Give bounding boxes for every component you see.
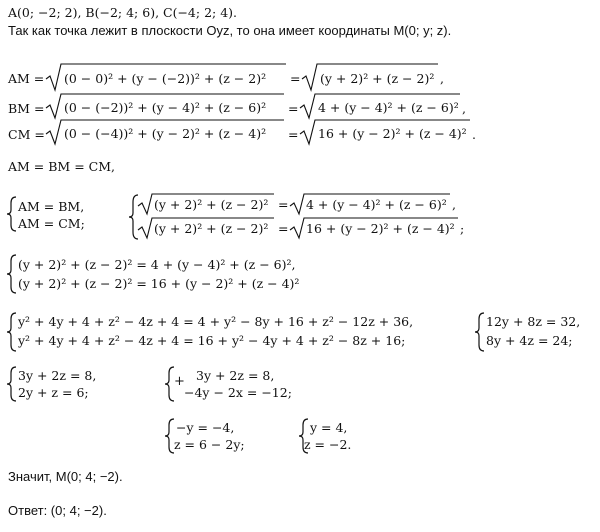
system-6-row-2: 2y + z = 6; <box>18 385 89 400</box>
cm-lhs: CM = <box>8 127 45 142</box>
am-sqrt-2 <box>302 62 438 92</box>
brace-icon <box>6 366 18 402</box>
answer-line: Ответ: (0; 4; −2). <box>8 503 107 518</box>
sys2-row2-eq: = <box>278 221 289 236</box>
conclusion-line: Значит, M(0; 4; −2). <box>8 469 123 484</box>
bm-sqrt-1 <box>46 92 284 120</box>
system-1-row-2: AM = CM; <box>18 216 85 231</box>
brace-icon <box>474 312 486 352</box>
am-equals: = <box>290 71 301 86</box>
bm-sqrt-2 <box>300 92 460 120</box>
am-radicand-1: (0 − 0)² + (y − (−2))² + (z − 2)² <box>64 71 267 86</box>
sys2-row1-sqrt-right <box>290 192 450 216</box>
bm-end: , <box>462 101 466 116</box>
system-3-row-1: (y + 2)² + (z − 2)² = 4 + (y − 4)² + (z − 6)², <box>18 257 296 272</box>
system-3-row-2: (y + 2)² + (z − 2)² = 16 + (y − 2)² + (z − 4)² <box>18 276 300 291</box>
sys2-row2-end: ; <box>460 221 465 236</box>
bm-radicand-1: (0 − (−2))² + (y − 4)² + (z − 6)² <box>64 100 267 115</box>
am-sqrt-1 <box>46 62 286 92</box>
cm-radicand-2: 16 + (y − 2)² + (z − 4)² <box>318 126 467 141</box>
bm-radicand-2: 4 + (y − 4)² + (z − 6)² <box>318 100 459 115</box>
am-lhs: AM = <box>8 71 45 86</box>
sys2-row2-left: (y + 2)² + (z − 2)² <box>154 221 269 236</box>
cm-end: . <box>472 127 476 142</box>
system-1-row-1: AM = BM, <box>18 199 85 214</box>
brace-icon <box>6 196 18 232</box>
am-radicand-2: (y + 2)² + (z − 2)² <box>320 71 435 86</box>
cm-equals: = <box>288 127 299 142</box>
points-line: A(0; −2; 2), B(−2; 4; 6), C(−4; 2; 4). <box>8 5 238 20</box>
bm-lhs: BM = <box>8 101 45 116</box>
system-5-row-1: 12y + 8z = 32, <box>486 314 581 329</box>
system-9-row-1: y = 4, <box>310 420 348 435</box>
system-5-row-2: 8y + 4z = 24; <box>486 333 573 348</box>
cm-sqrt-2 <box>300 118 470 146</box>
sys2-row1-end: , <box>452 197 456 212</box>
sys2-row1-right: 4 + (y − 4)² + (z − 6)² <box>306 197 447 212</box>
system-7-row-2: −4y − 2x = −12; <box>184 385 292 400</box>
sys2-row2-sqrt-right <box>290 216 458 240</box>
sys2-row2-sqrt-left <box>138 216 274 240</box>
cm-sqrt-1 <box>46 118 284 146</box>
system-7-row-1: 3y + 2z = 8, <box>196 368 275 383</box>
sys2-row1-sqrt-left <box>138 192 274 216</box>
system-9-row-2: z = −2. <box>304 437 352 452</box>
sys2-row1-left: (y + 2)² + (z − 2)² <box>154 197 269 212</box>
bm-equals: = <box>288 101 299 116</box>
cm-radicand-1: (0 − (−4))² + (y − 2)² + (z − 4)² <box>64 126 267 141</box>
brace-icon <box>6 312 18 352</box>
am-end: , <box>440 71 444 86</box>
system-6-row-1: 3y + 2z = 8, <box>18 368 97 383</box>
system-8-row-2: z = 6 − 2y; <box>174 437 245 452</box>
system-4-row-2: y² + 4y + 4 + z² − 4z + 4 = 16 + y² − 4y + 4 + z² − 8z + 16; <box>18 333 406 348</box>
brace-icon <box>6 254 18 294</box>
equality-line: AM = BM = CM, <box>8 159 115 174</box>
statement-line: Так как точка лежит в плоскости Oyz, то она имеет координаты M(0; y; z). <box>8 23 452 38</box>
plus-sign: + <box>174 374 185 389</box>
system-4-row-1: y² + 4y + 4 + z² − 4z + 4 = 4 + y² − 8y + 16 + z² − 12z + 36, <box>18 314 414 329</box>
system-8-row-1: −y = −4, <box>176 420 235 435</box>
sys2-row1-eq: = <box>278 197 289 212</box>
sys2-row2-right: 16 + (y − 2)² + (z − 4)² <box>306 221 455 236</box>
